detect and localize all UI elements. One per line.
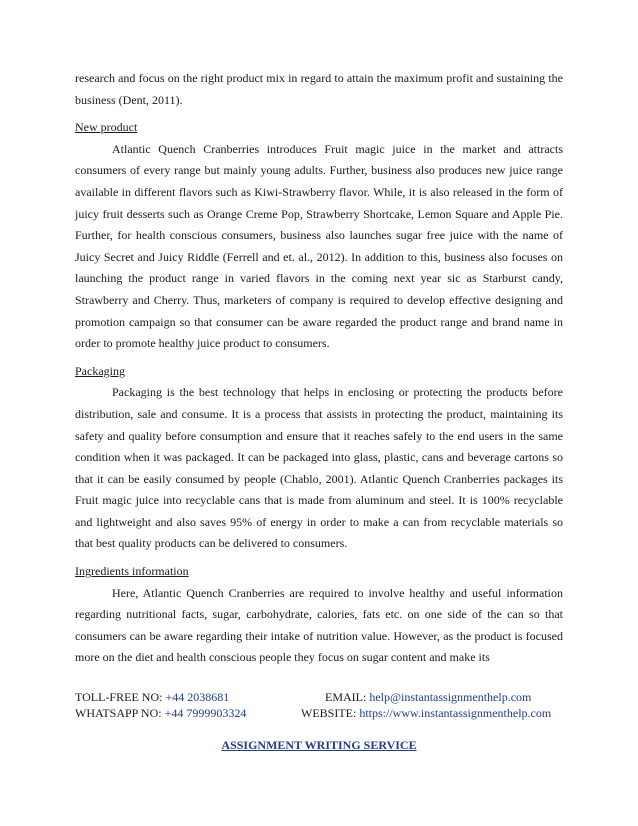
website-label: WEBSITE: [301,706,360,720]
whatsapp-number[interactable]: +44 7999903324 [164,706,247,720]
service-link[interactable]: ASSIGNMENT WRITING SERVICE [221,738,417,752]
paragraph-new-product: Atlantic Quench Cranberries introduces Fruit magic juice in the market and attracts consumers of every range but mainly young adults. Further, business also produces new juice range available in different flavors such as Kiwi-Strawberry flavor. While, it is also released in the form of juicy fruit desserts such as Orange Creme Pop, Strawberry Shortcake, Lemon Square and Apple Pie. Further, for health conscious consumers, business also launches sugar free juice with the name of Juicy Secret and Juicy Riddle (Ferrell and et. al., 2012). In addition to this, business also focuses on launching the product range in varied flavors in the coming next year sic as Starburst candy, Strawberry and Cherry. Thus, marketers of company is required to develop effective designing and promotion campaign so that consumer can be aware regarded the product range and brand name in order to promote healthy juice product to consumers. [75,141,563,351]
heading-new-product: New product [75,120,138,135]
tollfree-label: TOLL-FREE NO: [75,690,166,704]
tollfree-item [75,689,229,705]
email-item [325,689,531,705]
whatsapp-label: WHATSAPP NO: [75,706,165,720]
paragraph-packaging: Packaging is the best technology that helps in enclosing or protecting the products before distribution, sale and consume. It is a process that assists in protecting the product, maintaining its safety and quality before consumption and ensure that it reaches safely to the end users in the same condition when it was packaged. It can be packaged into glass, plastic, cans and beverage cartons so that it can be easily consumed by people (Chablo, 2001). Atlantic Quench Cranberries packages its Fruit magic juice into recyclable cans that is made from aluminum and steel. It is 100% recyclable and lightweight and also saves 95% of energy in order to make a can from recyclable materials so that best quality products can be delivered to consumers. [75,385,563,551]
email-label: EMAIL: [325,690,370,704]
footer-row-1 [75,689,563,705]
heading-packaging: Packaging [75,363,125,378]
website-link[interactable]: https://www.instantassignmenthelp.com [359,706,552,720]
intro-paragraph: research and focus on the right product mix in regard to attain the maximum profit and sustaining the business (Dent, 2011). [75,71,563,107]
tollfree-number[interactable]: +44 2038681 [165,690,230,704]
footer-row-2 [75,705,563,721]
document-body [75,68,563,669]
whatsapp-item [75,705,246,721]
heading-ingredients-information: Ingredients information [75,564,189,579]
paragraph-ingredients-information: Here, Atlantic Quench Cranberries are required to involve healthy and useful information regarding nutritional facts, sugar, carbohydrate, calories, fats etc. on one side of the can so that consumers can be aware regarding their intake of nutrition value. However, as the product is focused more on the diet and health conscious people they focus on sugar content and make its [75,585,563,665]
email-link[interactable]: help@instantassignmenthelp.com [369,690,532,704]
website-item [301,705,551,721]
contact-footer [75,689,563,721]
